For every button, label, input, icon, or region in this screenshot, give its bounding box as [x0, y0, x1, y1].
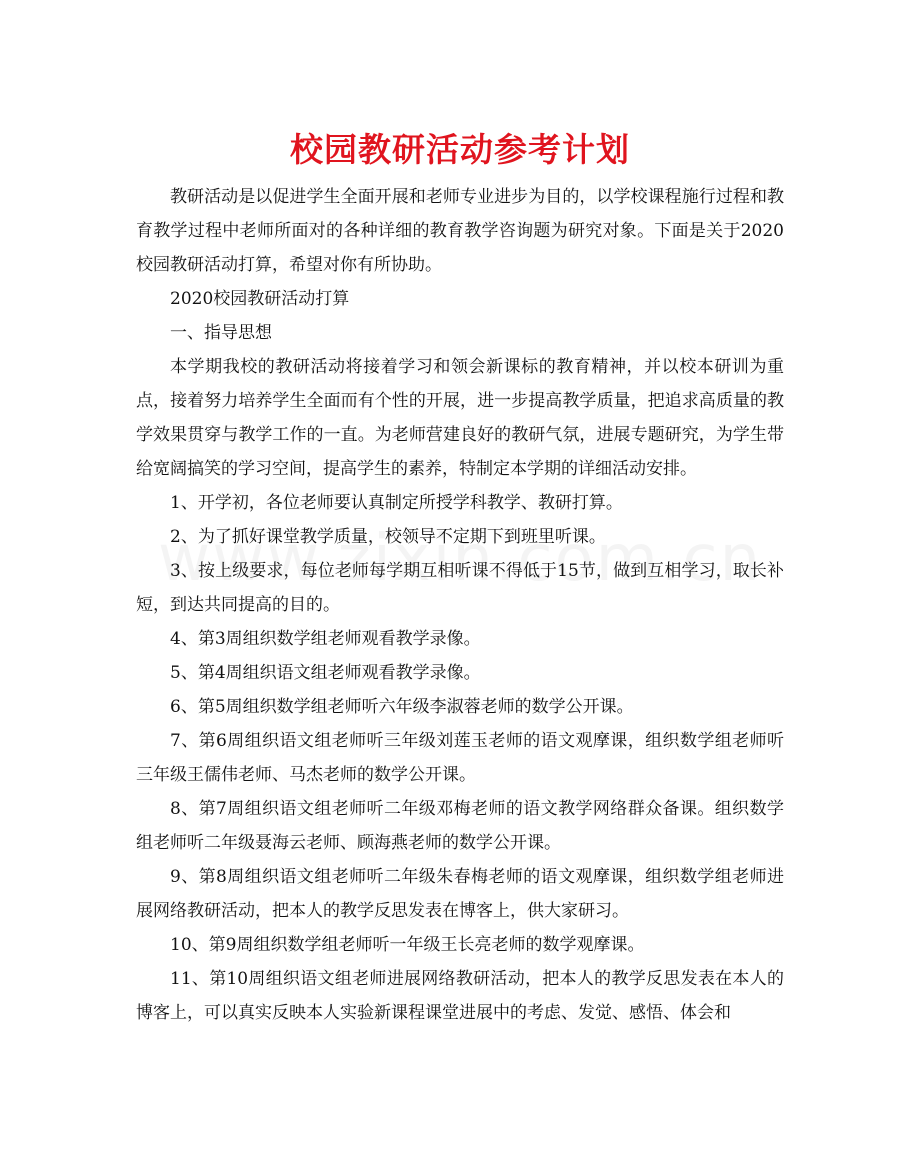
list-item: 10、第9周组织数学组老师听一年级王长亮老师的数学观摩课。	[170, 935, 645, 955]
paragraph-intro: 教研活动是以促进学生全面开展和老师专业进步为目的，以学校课程施行过程和教育教学过程中老师所面对的各种详细的教育教学咨询题为研究对象。下面是关于2020校园教研活动打算，希望对你有所协助。	[136, 187, 784, 275]
list-item: 11、第10周组织语文组老师进展网络教研活动，把本人的教学反思发表在本人的博客上，可以真实反映本人实验新课程课堂进展中的考虑、发觉、感悟、体会和	[136, 969, 784, 1023]
list-item: 9、第8周组织语文组老师听二年级朱春梅老师的语文观摩课，组织数学组老师进展网络教研活动，把本人的教学反思发表在博客上，供大家研习。	[136, 867, 784, 921]
paragraph-subtitle: 2020校园教研活动打算	[170, 289, 350, 309]
document-title: 校园教研活动参考计划	[290, 130, 630, 169]
list-item: 6、第5周组织数学组老师听六年级李淑蓉老师的数学公开课。	[170, 697, 634, 717]
list-item: 4、第3周组织数学组老师观看教学录像。	[170, 629, 481, 649]
section-heading-guidance: 一、指导思想	[170, 323, 272, 343]
list-item: 2、为了抓好课堂教学质量，校领导不定期下到班里听课。	[170, 527, 606, 547]
list-item: 3、按上级要求，每位老师每学期互相听课不得低于15节，做到互相学习，取长补短，到达共同提高的目的。	[136, 561, 784, 615]
list-item: 5、第4周组织语文组老师观看教学录像。	[170, 663, 481, 683]
document-body	[136, 180, 784, 1030]
list-item: 7、第6周组织语文组老师听三年级刘莲玉老师的语文观摩课，组织数学组老师听三年级王儒伟老师、马杰老师的数学公开课。	[136, 731, 784, 785]
list-item: 1、开学初，各位老师要认真制定所授学科教学、教研打算。	[170, 493, 623, 513]
paragraph-guidance: 本学期我校的教研活动将接着学习和领会新课标的教育精神，并以校本研训为重点，接着努力培养学生全面而有个性的开展，进一步提高教学质量，把追求高质量的教学效果贯穿与教学工作的一直。为老师营建良好的教研气氛，进展专题研究，为学生带给宽阔搞笑的学习空间，提高学生的素养，特制定本学期的详细活动安排。	[136, 357, 784, 479]
list-item: 8、第7周组织语文组老师听二年级邓梅老师的语文教学网络群众备课。组织数学组老师听二年级聂海云老师、顾海燕老师的数学公开课。	[136, 799, 784, 853]
